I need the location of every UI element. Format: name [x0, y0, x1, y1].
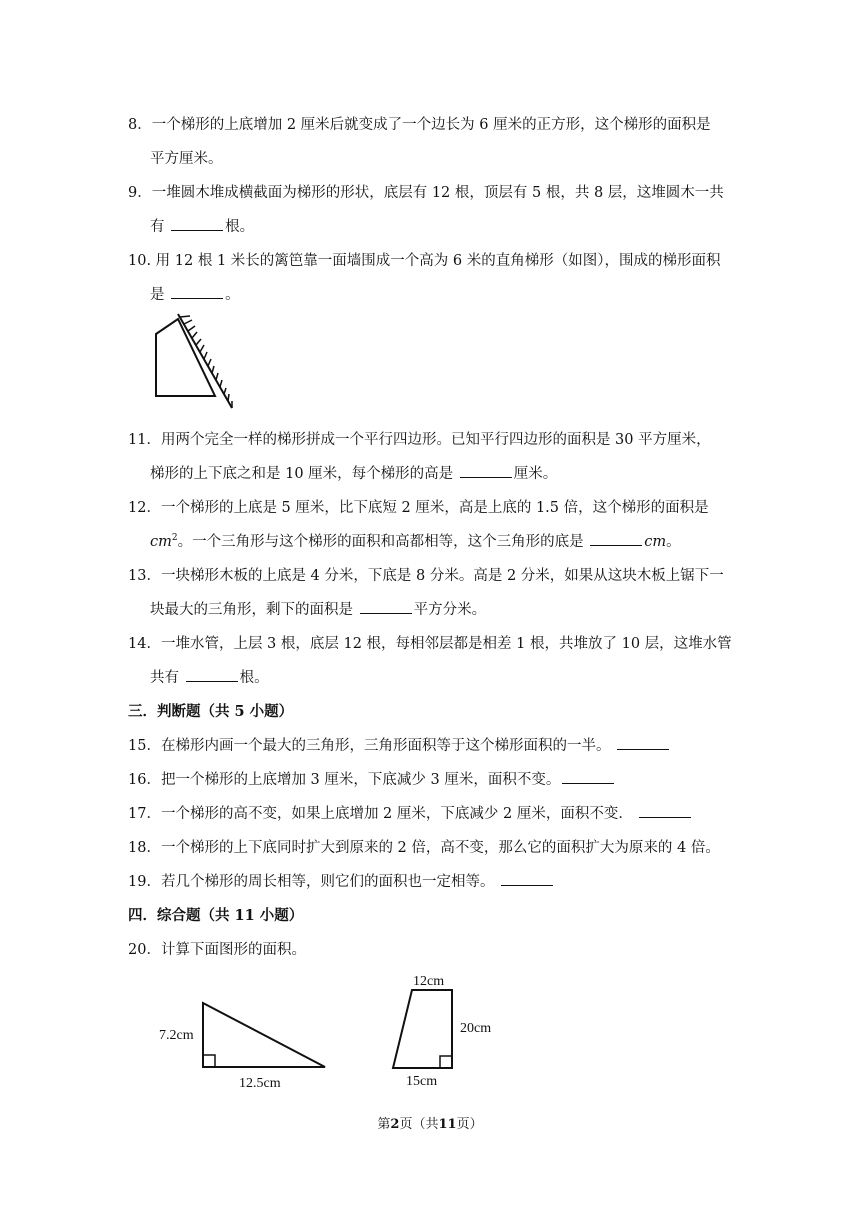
question-11-suffix: 厘米。	[513, 466, 558, 482]
question-17	[128, 802, 693, 823]
answer-blank[interactable]	[617, 735, 669, 750]
unit-cm: cm	[150, 534, 172, 550]
question-9-suffix: 根。	[225, 219, 255, 235]
footer-prefix: 第	[377, 1117, 391, 1132]
question-16-text: 16．把一个梯形的上底增加 3 厘米，下底减少 3 厘米，面积不变。	[128, 772, 561, 788]
question-10-line2	[150, 283, 240, 304]
question-19-text: 19．若几个梯形的周长相等，则它们的面积也一定相等。	[128, 874, 495, 890]
question-10-line1: 10. 用 12 根 1 米长的篱笆靠一面墙围成一个高为 6 米的直角梯形（如图），围成的梯形面积	[128, 253, 721, 269]
question-14-line1: 14．一堆水管，上层 3 根，底层 12 根，每相邻层都是相差 1 根，共堆放了 10 层，这堆水管	[128, 636, 732, 652]
triangle-height-label: 7.2cm	[159, 1028, 194, 1043]
answer-blank[interactable]	[171, 216, 223, 231]
page-footer	[0, 1113, 860, 1132]
footer-middle: 页（共	[399, 1117, 439, 1132]
question-13-line1: 13．一块梯形木板的上底是 4 分米，下底是 8 分米。高是 2 分米，如果从这块木板上锯下一	[128, 568, 724, 584]
question-11-line2	[150, 462, 557, 483]
question-19	[128, 870, 555, 891]
answer-blank[interactable]	[171, 284, 223, 299]
question-10-suffix: 。	[225, 287, 240, 303]
right-triangle-figure	[155, 995, 340, 1095]
answer-blank[interactable]	[639, 803, 691, 818]
footer-suffix: 页）	[456, 1117, 483, 1132]
question-13-line2	[150, 598, 486, 619]
triangle-base-label: 12.5cm	[239, 1076, 281, 1091]
question-9-line1: 9．一堆圆木堆成横截面为梯形的形状，底层有 12 根，顶层有 5 根，共 8 层，这堆圆木一共	[128, 185, 724, 201]
question-14-prefix: 共有	[150, 670, 179, 686]
question-11-prefix: 梯形的上下底之和是 10 厘米，每个梯形的高是	[150, 466, 454, 482]
question-13-prefix: 块最大的三角形，剩下的面积是	[150, 602, 353, 618]
question-14-line2	[150, 666, 269, 687]
question-18: 18．一个梯形的上下底同时扩大到原来的 2 倍，高不变，那么它的面积扩大为原来的 4 倍。	[128, 840, 720, 856]
answer-blank[interactable]	[562, 769, 614, 784]
question-8-line2	[150, 147, 223, 168]
right-angle-mark	[440, 1056, 452, 1068]
page-number: 2	[390, 1117, 400, 1132]
question-20: 20．计算下面图形的面积。	[128, 942, 306, 958]
question-15	[128, 734, 671, 755]
section-heading-comprehensive: 四．综合题（共 11 小题）	[128, 907, 304, 924]
answer-blank[interactable]	[460, 463, 512, 478]
unit-cm: cm	[644, 534, 667, 550]
answer-blank[interactable]	[501, 871, 553, 886]
question-12-end: 。	[666, 534, 681, 550]
question-13-suffix: 平方分米。	[413, 602, 487, 618]
fence-trapezoid-figure	[150, 312, 240, 414]
question-15-text: 15．在梯形内画一个最大的三角形，三角形面积等于这个梯形面积的一半。	[128, 738, 611, 754]
answer-blank[interactable]	[360, 599, 412, 614]
question-12-middle: 。一个三角形与这个梯形的面积和高都相等，这个三角形的底是	[177, 534, 584, 550]
trapezoid-top-label: 12cm	[413, 974, 445, 989]
question-8-tail: 平方厘米。	[150, 151, 223, 167]
right-trapezoid-figure	[385, 968, 505, 1093]
question-8-line1: 8．一个梯形的上底增加 2 厘米后就变成了一个边长为 6 厘米的正方形，这个梯形的面积是	[128, 117, 711, 133]
question-10-prefix: 是	[150, 287, 165, 303]
question-9-line2	[150, 215, 254, 236]
answer-blank[interactable]	[590, 531, 642, 546]
question-12-line2	[150, 530, 681, 551]
trapezoid-bottom-label: 15cm	[406, 1074, 438, 1089]
question-12-line1: 12．一个梯形的上底是 5 厘米，比下底短 2 厘米，高是上底的 1.5 倍，这个梯形的面积是	[128, 500, 709, 516]
trapezoid-height-label: 20cm	[460, 1021, 492, 1036]
answer-blank[interactable]	[186, 667, 238, 682]
question-11-line1: 11．用两个完全一样的梯形拼成一个平行四边形。已知平行四边形的面积是 30 平方厘米，	[128, 432, 711, 448]
right-angle-mark	[203, 1055, 215, 1067]
unit-exponent: 2	[171, 533, 178, 544]
question-9-prefix: 有	[150, 219, 165, 235]
question-17-text: 17．一个梯形的高不变，如果上底增加 2 厘米，下底减少 2 厘米，面积不变．	[128, 806, 633, 822]
section-heading-judgement: 三．判断题（共 5 小题）	[128, 703, 294, 720]
question-16	[128, 768, 616, 789]
question-14-suffix: 根。	[239, 670, 269, 686]
total-pages: 11	[438, 1117, 457, 1132]
